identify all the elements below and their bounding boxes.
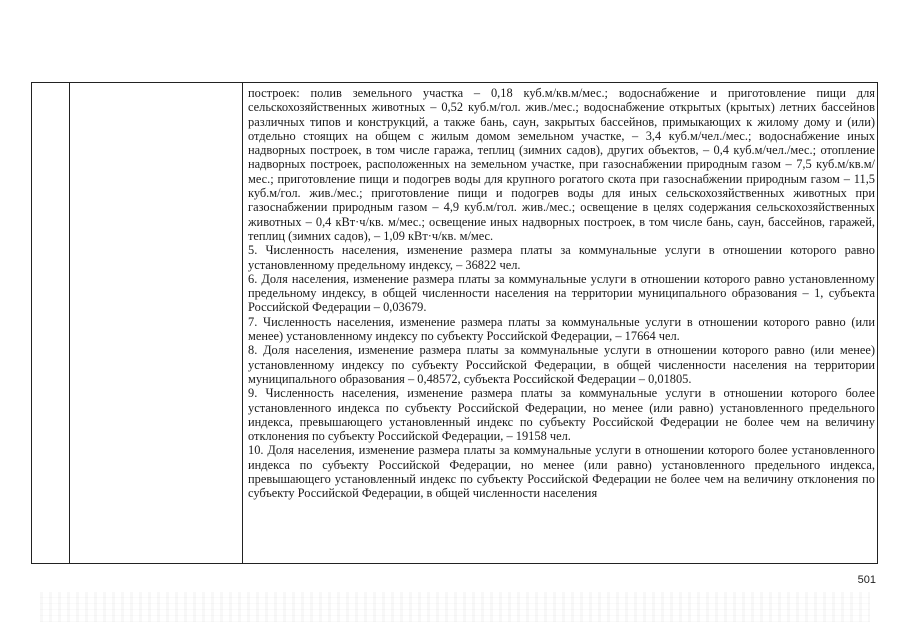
table-text-cell <box>248 86 875 562</box>
document-table <box>31 82 878 564</box>
paragraph-item-8: 8. Доля населения, изменение размера платы за коммунальные услуги в отношении которого равно (или менее) установленному индексу по субъекту Российской Федерации, в общей численности населения на территории муниципального образования – 0,48572, субъекта Российской Федерации – 0,01805. <box>248 343 875 386</box>
page-number: 501 <box>857 574 876 586</box>
paragraph-item-6: 6. Доля населения, изменение размера платы за коммунальные услуги в отношении которого равно установленному предельному индексу, в общей численности населения на территории муниципального образования – 1, субъекта Российской Федерации – 0,03679. <box>248 271 875 315</box>
table-column-divider <box>69 83 70 563</box>
table-column-divider <box>242 83 243 563</box>
paragraph-item-5: 5. Численность населения, изменение размера платы за коммунальные услуги в отношении которого равно установленному предельному индексу, – 36822 чел. <box>248 243 875 272</box>
paragraph-item-10: 10. Доля населения, изменение размера платы за коммунальные услуги в отношении которого более установленного индекса по субъекту Российской Федерации, но менее (или равно) установленного предельного индекса, превышающего установленный индекс по субъекту Российской Федерации не более чем на величину отклонения по субъекту Российской Федерации, в общей численности населения <box>248 443 875 501</box>
paragraph-continuation: построек: полив земельного участка – 0,18 куб.м/кв.м/мес.; водоснабжение и приготовление пищи для сельскохозяйственных животных – 0,52 куб.м/гол. жив./мес.; водоснабжение открытых (крытых) летних бассейнов различных типов и конструкций, а также бань, саун, закрытых бассейнов, примыкающих к жилому дому и (или) отдельно стоящих на общем с жилым домом земельном участке, – 3,4 куб.м/чел./мес.; водоснабжение иных надворных построек, в том числе гаража, теплиц (зимних садов), других объектов, – 0,4 куб.м/чел./мес.; отопление надворных построек, расположенных на земельном участке, при газоснабжении природным газом – 7,5 куб.м/кв.м/мес.; приготовление пищи и подогрев воды для крупного рогатого скота при газоснабжении природным газом – 11,5 куб.м/гол. жив./мес.; приготовление пищи и подогрев воды для иных сельскохозяйственных животных при газоснабжении природным газом – 4,9 куб.м/гол. жив./мес.; освещение в целях содержания сельскохозяйственных животных – 0,4 кВт·ч/кв. м/мес.; освещение иных надворных построек, в том числе бань, саун, бассейнов, гаражей, теплиц (зимних садов), – 1,09 кВт·ч/кв. м/мес. <box>248 86 875 243</box>
scan-noise-decoration <box>40 592 870 622</box>
paragraph-item-9: 9. Численность населения, изменение размера платы за коммунальные услуги в отношении которого более установленного индекса по субъекту Российской Федерации, но менее (или равно) установленного предельного индекса, превышающего установленный индекс по субъекту Российской Федерации не более чем на величину отклонения по субъекту Российской Федерации, – 19158 чел. <box>248 386 875 444</box>
paragraph-item-7: 7. Численность населения, изменение размера платы за коммунальные услуги в отношении которого равно (или менее) установленному индексу по субъекту Российской Федерации, – 17664 чел. <box>248 314 875 344</box>
